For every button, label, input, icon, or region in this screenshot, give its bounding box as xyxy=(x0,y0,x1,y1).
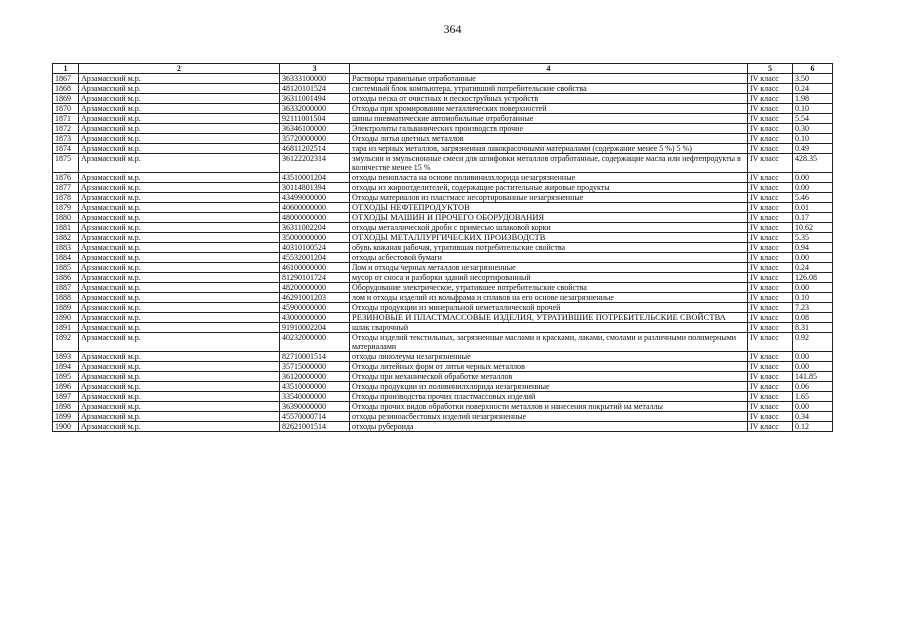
hazard-class-cell: IV класс xyxy=(748,382,793,392)
waste-name-cell: Отходы при хромировании металлических поверхностей xyxy=(350,104,748,114)
waste-code-cell: 43000000000 xyxy=(280,313,350,323)
row-number-cell: 1894 xyxy=(53,362,79,372)
row-number-cell: 1872 xyxy=(53,124,79,134)
hazard-class-cell: IV класс xyxy=(748,183,793,193)
hazard-class-cell: IV класс xyxy=(748,243,793,253)
amount-cell: 126.08 xyxy=(793,273,833,283)
table-row xyxy=(53,293,833,303)
district-cell: Арзамасский м.р. xyxy=(79,243,280,253)
waste-name-cell: мусор от сноса и разборки зданий несортированный xyxy=(350,273,748,283)
hazard-class-cell: IV класс xyxy=(748,392,793,402)
row-number-cell: 1900 xyxy=(53,422,79,432)
waste-name-cell: отходы асбестовой бумаги xyxy=(350,253,748,263)
waste-code-cell: 91910002204 xyxy=(280,323,350,333)
waste-name-cell: отходы резиноасбестовых изделий незагрязненные xyxy=(350,412,748,422)
hazard-class-cell: IV класс xyxy=(748,213,793,223)
district-cell: Арзамасский м.р. xyxy=(79,104,280,114)
amount-cell: 1.65 xyxy=(793,392,833,402)
column-header: 6 xyxy=(793,64,833,74)
table-row xyxy=(53,173,833,183)
waste-code-cell: 35720000000 xyxy=(280,134,350,144)
row-number-cell: 1897 xyxy=(53,392,79,402)
waste-name-cell: РЕЗИНОВЫЕ И ПЛАСТМАССОВЫЕ ИЗДЕЛИЯ, УТРАТИВШИЕ ПОТРЕБИТЕЛЬСКИЕ СВОЙСТВА xyxy=(350,313,748,323)
waste-name-cell: отходы пенопласта на основе поливинилхлорида незагрязненные xyxy=(350,173,748,183)
waste-code-cell: 48000000000 xyxy=(280,213,350,223)
amount-cell: 428.35 xyxy=(793,154,833,173)
district-cell: Арзамасский м.р. xyxy=(79,422,280,432)
waste-code-cell: 43510000000 xyxy=(280,382,350,392)
district-cell: Арзамасский м.р. xyxy=(79,114,280,124)
table-row xyxy=(53,372,833,382)
hazard-class-cell: IV класс xyxy=(748,203,793,213)
amount-cell: 3.50 xyxy=(793,74,833,84)
hazard-class-cell: IV класс xyxy=(748,402,793,412)
table-row xyxy=(53,382,833,392)
hazard-class-cell: IV класс xyxy=(748,154,793,173)
district-cell: Арзамасский м.р. xyxy=(79,223,280,233)
hazard-class-cell: IV класс xyxy=(748,293,793,303)
waste-name-cell: Растворы травильные отработанные xyxy=(350,74,748,84)
amount-cell: 0.24 xyxy=(793,84,833,94)
waste-name-cell: Отходы производства прочих пластмассовых изделий xyxy=(350,392,748,402)
table-row xyxy=(53,283,833,293)
waste-name-cell: Отходы материалов из пластмасс несортированные незагрязненные xyxy=(350,193,748,203)
waste-name-cell: Отходы литейных форм от литья черных металлов xyxy=(350,362,748,372)
waste-register-table xyxy=(52,63,833,432)
amount-cell: 0.12 xyxy=(793,422,833,432)
row-number-cell: 1891 xyxy=(53,323,79,333)
district-cell: Арзамасский м.р. xyxy=(79,124,280,134)
waste-code-cell: 48200000000 xyxy=(280,283,350,293)
row-number-cell: 1873 xyxy=(53,134,79,144)
district-cell: Арзамасский м.р. xyxy=(79,392,280,402)
amount-cell: 0.08 xyxy=(793,313,833,323)
row-number-cell: 1888 xyxy=(53,293,79,303)
amount-cell: 0.06 xyxy=(793,382,833,392)
column-header: 3 xyxy=(280,64,350,74)
hazard-class-cell: IV класс xyxy=(748,104,793,114)
waste-name-cell: Отходы при механической обработке металлов xyxy=(350,372,748,382)
amount-cell: 5.54 xyxy=(793,114,833,124)
district-cell: Арзамасский м.р. xyxy=(79,412,280,422)
table-row xyxy=(53,183,833,193)
waste-name-cell: Отходы прочих видов обработки поверхности металлов и нанесения покрытий на металлы xyxy=(350,402,748,412)
waste-code-cell: 43499000000 xyxy=(280,193,350,203)
amount-cell: 0.10 xyxy=(793,293,833,303)
row-number-cell: 1874 xyxy=(53,144,79,154)
waste-name-cell: ОТХОДЫ МЕТАЛЛУРГИЧЕСКИХ ПРОИЗВОДСТВ xyxy=(350,233,748,243)
table-row xyxy=(53,233,833,243)
amount-cell: 0.00 xyxy=(793,362,833,372)
hazard-class-cell: IV класс xyxy=(748,223,793,233)
waste-name-cell: системный блок компьютера, утративший потребительские свойства xyxy=(350,84,748,94)
waste-code-cell: 45532001204 xyxy=(280,253,350,263)
waste-name-cell: тара из черных металлов, загрязненная лакокрасочными материалами (содержание менее 5 %) 5 %) xyxy=(350,144,748,154)
hazard-class-cell: IV класс xyxy=(748,134,793,144)
waste-name-cell: отходы металлической дроби с примесью шлаковой корки xyxy=(350,223,748,233)
amount-cell: 5.46 xyxy=(793,193,833,203)
district-cell: Арзамасский м.р. xyxy=(79,134,280,144)
amount-cell: 0.94 xyxy=(793,243,833,253)
district-cell: Арзамасский м.р. xyxy=(79,402,280,412)
waste-code-cell: 36346100000 xyxy=(280,124,350,134)
row-number-cell: 1893 xyxy=(53,352,79,362)
waste-name-cell: отходы песка от очистных и пескоструйных устройств xyxy=(350,94,748,104)
district-cell: Арзамасский м.р. xyxy=(79,362,280,372)
row-number-cell: 1884 xyxy=(53,253,79,263)
row-number-cell: 1886 xyxy=(53,273,79,283)
district-cell: Арзамасский м.р. xyxy=(79,183,280,193)
waste-code-cell: 45900000000 xyxy=(280,303,350,313)
table-row xyxy=(53,303,833,313)
row-number-cell: 1881 xyxy=(53,223,79,233)
row-number-cell: 1876 xyxy=(53,173,79,183)
table-row xyxy=(53,313,833,323)
hazard-class-cell: IV класс xyxy=(748,362,793,372)
table-row xyxy=(53,253,833,263)
table-row xyxy=(53,263,833,273)
district-cell: Арзамасский м.р. xyxy=(79,74,280,84)
column-header: 5 xyxy=(748,64,793,74)
district-cell: Арзамасский м.р. xyxy=(79,313,280,323)
table-row xyxy=(53,362,833,372)
hazard-class-cell: IV класс xyxy=(748,94,793,104)
waste-code-cell: 36332000000 xyxy=(280,104,350,114)
hazard-class-cell: IV класс xyxy=(748,124,793,134)
amount-cell: 0.17 xyxy=(793,213,833,223)
waste-code-cell: 36390000000 xyxy=(280,402,350,412)
waste-code-cell: 33540000000 xyxy=(280,392,350,402)
district-cell: Арзамасский м.р. xyxy=(79,323,280,333)
district-cell: Арзамасский м.р. xyxy=(79,293,280,303)
hazard-class-cell: IV класс xyxy=(748,84,793,94)
waste-code-cell: 82710001514 xyxy=(280,352,350,362)
table-row xyxy=(53,243,833,253)
hazard-class-cell: IV класс xyxy=(748,422,793,432)
district-cell: Арзамасский м.р. xyxy=(79,283,280,293)
amount-cell: 0.01 xyxy=(793,203,833,213)
hazard-class-cell: IV класс xyxy=(748,283,793,293)
hazard-class-cell: IV класс xyxy=(748,352,793,362)
waste-name-cell: Отходы литья цветных металлов xyxy=(350,134,748,144)
table-row xyxy=(53,84,833,94)
table-row xyxy=(53,203,833,213)
row-number-cell: 1889 xyxy=(53,303,79,313)
row-number-cell: 1869 xyxy=(53,94,79,104)
row-number-cell: 1883 xyxy=(53,243,79,253)
table-row xyxy=(53,412,833,422)
waste-name-cell: Отходы изделий текстильных, загрязненные маслами и красками, лаками, смолами и различными полимерными материалами xyxy=(350,333,748,352)
amount-cell: 8.31 xyxy=(793,323,833,333)
district-cell: Арзамасский м.р. xyxy=(79,84,280,94)
row-number-cell: 1890 xyxy=(53,313,79,323)
waste-name-cell: Лом и отходы черных металлов незагрязненные xyxy=(350,263,748,273)
hazard-class-cell: IV класс xyxy=(748,303,793,313)
table-row xyxy=(53,223,833,233)
district-cell: Арзамасский м.р. xyxy=(79,303,280,313)
hazard-class-cell: IV класс xyxy=(748,233,793,243)
table-row xyxy=(53,392,833,402)
hazard-class-cell: IV класс xyxy=(748,193,793,203)
amount-cell: 141.85 xyxy=(793,372,833,382)
table-row xyxy=(53,154,833,173)
amount-cell: 10.62 xyxy=(793,223,833,233)
district-cell: Арзамасский м.р. xyxy=(79,203,280,213)
waste-code-cell: 92111001504 xyxy=(280,114,350,124)
waste-name-cell: отходы рубероида xyxy=(350,422,748,432)
waste-code-cell: 45570000714 xyxy=(280,412,350,422)
waste-code-cell: 36311001494 xyxy=(280,94,350,104)
table-row xyxy=(53,94,833,104)
district-cell: Арзамасский м.р. xyxy=(79,193,280,203)
waste-name-cell: шины пневматические автомобильные отработанные xyxy=(350,114,748,124)
waste-code-cell: 36333100000 xyxy=(280,74,350,84)
district-cell: Арзамасский м.р. xyxy=(79,173,280,183)
amount-cell: 0.00 xyxy=(793,183,833,193)
waste-code-cell: 40600000000 xyxy=(280,203,350,213)
page-number: 364 xyxy=(443,22,462,36)
waste-code-cell: 46811202514 xyxy=(280,144,350,154)
hazard-class-cell: IV класс xyxy=(748,412,793,422)
amount-cell: 0.00 xyxy=(793,402,833,412)
waste-code-cell: 36311002204 xyxy=(280,223,350,233)
hazard-class-cell: IV класс xyxy=(748,263,793,273)
waste-name-cell: Отходы продукции из поливинилхлорида незагрязненные xyxy=(350,382,748,392)
row-number-cell: 1868 xyxy=(53,84,79,94)
amount-cell: 5.35 xyxy=(793,233,833,243)
table-row xyxy=(53,213,833,223)
table-row xyxy=(53,104,833,114)
hazard-class-cell: IV класс xyxy=(748,323,793,333)
row-number-cell: 1877 xyxy=(53,183,79,193)
column-header: 4 xyxy=(350,64,748,74)
table-row xyxy=(53,402,833,412)
amount-cell: 0.92 xyxy=(793,333,833,352)
hazard-class-cell: IV класс xyxy=(748,114,793,124)
hazard-class-cell: IV класс xyxy=(748,313,793,323)
row-number-cell: 1885 xyxy=(53,263,79,273)
amount-cell: 0.34 xyxy=(793,412,833,422)
amount-cell: 0.00 xyxy=(793,352,833,362)
district-cell: Арзамасский м.р. xyxy=(79,263,280,273)
waste-code-cell: 46291001203 xyxy=(280,293,350,303)
waste-name-cell: ОТХОДЫ МАШИН И ПРОЧЕГО ОБОРУДОВАНИЯ xyxy=(350,213,748,223)
waste-name-cell: ОТХОДЫ НЕФТЕПРОДУКТОВ xyxy=(350,203,748,213)
district-cell: Арзамасский м.р. xyxy=(79,382,280,392)
district-cell: Арзамасский м.р. xyxy=(79,233,280,243)
hazard-class-cell: IV класс xyxy=(748,273,793,283)
table-row xyxy=(53,74,833,84)
row-number-cell: 1882 xyxy=(53,233,79,243)
amount-cell: 0.00 xyxy=(793,173,833,183)
hazard-class-cell: IV класс xyxy=(748,144,793,154)
row-number-cell: 1887 xyxy=(53,283,79,293)
waste-code-cell: 35715000000 xyxy=(280,362,350,372)
district-cell: Арзамасский м.р. xyxy=(79,372,280,382)
amount-cell: 0.10 xyxy=(793,104,833,114)
waste-code-cell: 46100000000 xyxy=(280,263,350,273)
district-cell: Арзамасский м.р. xyxy=(79,273,280,283)
district-cell: Арзамасский м.р. xyxy=(79,333,280,352)
waste-code-cell: 36120000000 xyxy=(280,372,350,382)
district-cell: Арзамасский м.р. xyxy=(79,253,280,263)
waste-name-cell: обувь кожаная рабочая, утратившая потребительские свойства xyxy=(350,243,748,253)
waste-name-cell: шлак сварочный xyxy=(350,323,748,333)
row-number-cell: 1892 xyxy=(53,333,79,352)
table-row xyxy=(53,144,833,154)
table-row xyxy=(53,114,833,124)
hazard-class-cell: IV класс xyxy=(748,333,793,352)
waste-code-cell: 43510001204 xyxy=(280,173,350,183)
table-row xyxy=(53,333,833,352)
hazard-class-cell: IV класс xyxy=(748,372,793,382)
waste-code-cell: 40310100524 xyxy=(280,243,350,253)
amount-cell: 0.00 xyxy=(793,253,833,263)
district-cell: Арзамасский м.р. xyxy=(79,154,280,173)
row-number-cell: 1898 xyxy=(53,402,79,412)
hazard-class-cell: IV класс xyxy=(748,173,793,183)
waste-code-cell: 40232000000 xyxy=(280,333,350,352)
waste-code-cell: 48120101524 xyxy=(280,84,350,94)
table-row xyxy=(53,273,833,283)
amount-cell: 0.24 xyxy=(793,263,833,273)
row-number-cell: 1899 xyxy=(53,412,79,422)
table-row xyxy=(53,134,833,144)
amount-cell: 0.00 xyxy=(793,283,833,293)
hazard-class-cell: IV класс xyxy=(748,74,793,84)
district-cell: Арзамасский м.р. xyxy=(79,144,280,154)
waste-name-cell: Электролиты гальванических производств прочие xyxy=(350,124,748,134)
district-cell: Арзамасский м.р. xyxy=(79,94,280,104)
waste-name-cell: Отходы продукции из минеральной неметаллической прочей xyxy=(350,303,748,313)
hazard-class-cell: IV класс xyxy=(748,253,793,263)
row-number-cell: 1871 xyxy=(53,114,79,124)
row-number-cell: 1896 xyxy=(53,382,79,392)
column-header: 1 xyxy=(53,64,79,74)
table-header-row xyxy=(53,64,833,74)
amount-cell: 1.98 xyxy=(793,94,833,104)
waste-name-cell: отходы из жироотделителей, содержащие растительные жировые продукты xyxy=(350,183,748,193)
table-row xyxy=(53,323,833,333)
amount-cell: 0.10 xyxy=(793,134,833,144)
row-number-cell: 1870 xyxy=(53,104,79,114)
amount-cell: 7.23 xyxy=(793,303,833,313)
row-number-cell: 1875 xyxy=(53,154,79,173)
waste-code-cell: 81290101724 xyxy=(280,273,350,283)
district-cell: Арзамасский м.р. xyxy=(79,352,280,362)
waste-name-cell: Оборудование электрическое, утратившее потребительские свойства xyxy=(350,283,748,293)
amount-cell: 0.49 xyxy=(793,144,833,154)
waste-code-cell: 82621001514 xyxy=(280,422,350,432)
district-cell: Арзамасский м.р. xyxy=(79,213,280,223)
waste-code-cell: 35000000000 xyxy=(280,233,350,243)
row-number-cell: 1867 xyxy=(53,74,79,84)
waste-name-cell: лом и отходы изделий из вольфрама и сплавов на его основе незагрязненные xyxy=(350,293,748,303)
waste-name-cell: отходы линолеума незагрязненные xyxy=(350,352,748,362)
waste-name-cell: эмульсии и эмульсионные смеси для шлифовки металлов отработанные, содержащие масла или нефтепродукты в количестве менее 15 % xyxy=(350,154,748,173)
row-number-cell: 1880 xyxy=(53,213,79,223)
column-header: 2 xyxy=(79,64,280,74)
table-row xyxy=(53,193,833,203)
table-row xyxy=(53,124,833,134)
table-row xyxy=(53,422,833,432)
waste-code-cell: 36122202314 xyxy=(280,154,350,173)
amount-cell: 0.30 xyxy=(793,124,833,134)
row-number-cell: 1878 xyxy=(53,193,79,203)
waste-code-cell: 30114801394 xyxy=(280,183,350,193)
row-number-cell: 1879 xyxy=(53,203,79,213)
table-row xyxy=(53,352,833,362)
row-number-cell: 1895 xyxy=(53,372,79,382)
